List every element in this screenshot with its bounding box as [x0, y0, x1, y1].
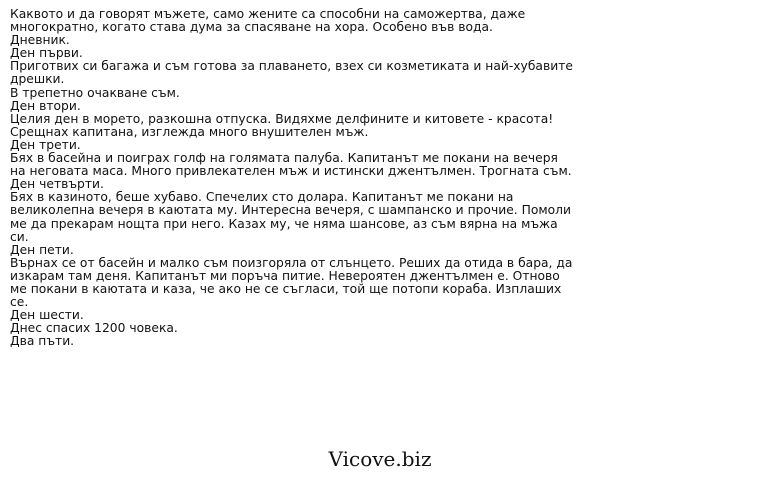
site-name: Vicove.biz — [328, 447, 432, 471]
joke-line: Ден втори. — [10, 98, 81, 113]
joke-line: Бях в казиното, беше хубаво. Спечелих сто долара. Капитанът ме покани на великолепна вечеря в каютата му. Интересна вечеря, с шампанско и прочие. Помоли ме да прекарам нощта при него. Казах му, че няма шансове, аз съм вярна на мъжа си. — [10, 190, 572, 244]
joke-line: Върнах се от басейн и малко съм поизгоряла от слънцето. Реших да отида в бара, да изкарам там деня. Капитанът ми поръча питие. Невероятен джентълмен е. Отново ме покани в каютата и каза, че ако не се съгласи, той ще потопи кораба. Изплаших се. — [10, 255, 573, 310]
joke-line: Каквото и да говорят мъжете, само жените са способни на саможертва, даже многократно, когато става дума за спасяване на хора. Особено във вода. — [10, 7, 526, 35]
joke-line: В трепетно очакване съм. — [10, 85, 180, 100]
joke-line: Ден четвърти. — [10, 177, 104, 192]
joke-line: Два пъти. — [10, 334, 75, 349]
joke-line: Ден пети. — [10, 242, 74, 257]
joke-line: Срещнах капитана, изглежда много внушителен мъж. — [10, 124, 369, 139]
joke-line: Бях в басейна и поиграх голф на голямата палуба. Капитанът ме покани на вечеря на неговата маса. Много привлекателен мъж и истински джентълмен. Трогната съм. — [10, 151, 572, 179]
joke-line: Ден първи. — [10, 46, 83, 61]
joke-line: Дневник. — [10, 33, 70, 48]
joke-text — [10, 8, 575, 348]
joke-line: Ден шести. — [10, 308, 84, 323]
joke-line: Днес спасих 1200 човека. — [10, 321, 178, 336]
joke-line: Ден трети. — [10, 137, 81, 152]
joke-line: Приготвих си багажа и съм готова за плаването, взех си козметиката и най-хубавите дрешки. — [10, 59, 573, 87]
joke-line: Целия ден в морето, разкошна отпуска. Видяхме делфините и китовете - красота! — [10, 111, 554, 126]
